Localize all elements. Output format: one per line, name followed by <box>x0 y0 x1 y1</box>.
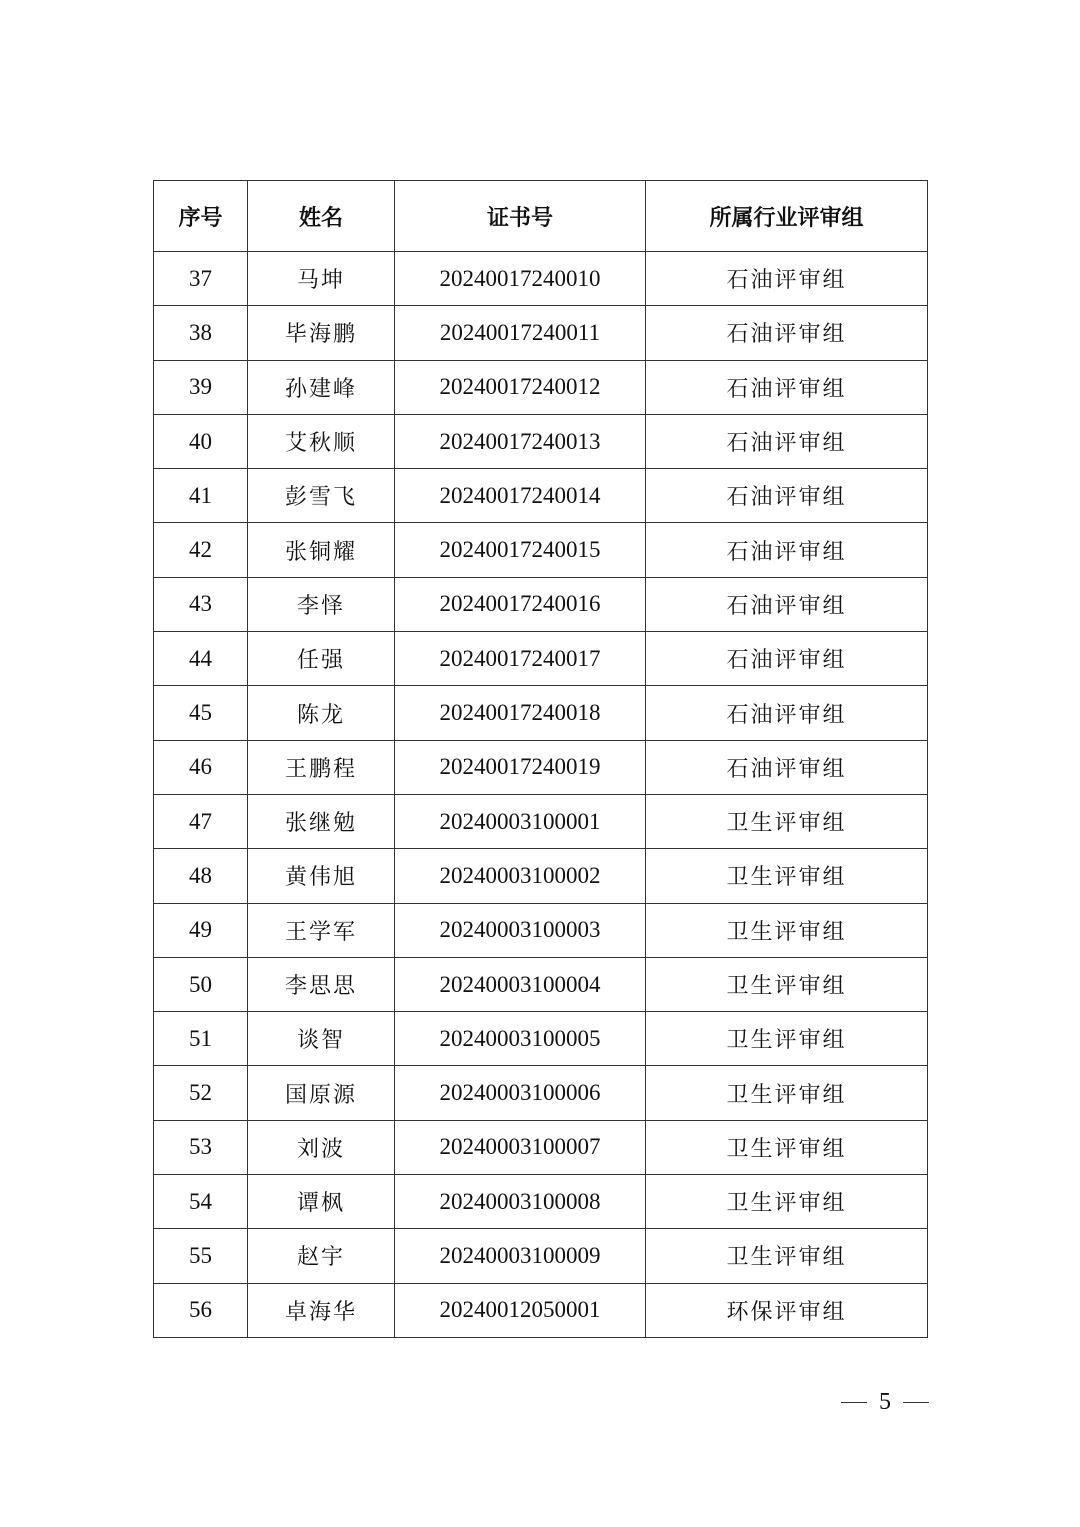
cell-name: 马坤 <box>248 252 395 306</box>
table-row <box>154 1066 928 1120</box>
cell-name: 李思思 <box>248 957 395 1011</box>
table-body <box>154 252 928 1338</box>
certificate-table <box>153 180 928 1338</box>
cell-seq: 49 <box>154 903 248 957</box>
cell-name: 刘波 <box>248 1120 395 1174</box>
cell-cert: 20240003100001 <box>395 794 646 848</box>
cell-seq: 37 <box>154 252 248 306</box>
cell-cert: 20240017240014 <box>395 469 646 523</box>
table-header-row <box>154 181 928 252</box>
cell-cert: 20240003100008 <box>395 1175 646 1229</box>
cell-cert: 20240012050001 <box>395 1283 646 1337</box>
cell-group: 石油评审组 <box>646 577 928 631</box>
cell-cert: 20240003100002 <box>395 849 646 903</box>
cell-cert: 20240003100004 <box>395 957 646 1011</box>
table-row <box>154 414 928 468</box>
header-seq: 序号 <box>154 181 248 252</box>
cell-group: 卫生评审组 <box>646 849 928 903</box>
cell-group: 石油评审组 <box>646 306 928 360</box>
cell-cert: 20240017240019 <box>395 740 646 794</box>
cell-seq: 54 <box>154 1175 248 1229</box>
table-row <box>154 523 928 577</box>
cell-name: 王学军 <box>248 903 395 957</box>
table-row <box>154 686 928 740</box>
cell-name: 张铜耀 <box>248 523 395 577</box>
cell-name: 艾秋顺 <box>248 414 395 468</box>
header-group: 所属行业评审组 <box>646 181 928 252</box>
cell-name: 王鹏程 <box>248 740 395 794</box>
table-row <box>154 957 928 1011</box>
cell-cert: 20240003100005 <box>395 1012 646 1066</box>
table-row <box>154 1120 928 1174</box>
cell-seq: 43 <box>154 577 248 631</box>
cell-cert: 20240017240015 <box>395 523 646 577</box>
footer-dash-right <box>903 1402 929 1403</box>
cell-name: 国原源 <box>248 1066 395 1120</box>
table-row <box>154 306 928 360</box>
cell-cert: 20240017240012 <box>395 360 646 414</box>
header-name: 姓名 <box>248 181 395 252</box>
table-row <box>154 1283 928 1337</box>
cell-group: 卫生评审组 <box>646 1066 928 1120</box>
cell-name: 赵宇 <box>248 1229 395 1283</box>
cell-cert: 20240017240016 <box>395 577 646 631</box>
cell-group: 卫生评审组 <box>646 957 928 1011</box>
cell-seq: 45 <box>154 686 248 740</box>
table-row <box>154 849 928 903</box>
page-number: 5 <box>879 1388 891 1415</box>
cell-seq: 41 <box>154 469 248 523</box>
cell-group: 石油评审组 <box>646 740 928 794</box>
cell-seq: 47 <box>154 794 248 848</box>
cell-name: 李怿 <box>248 577 395 631</box>
cell-name: 毕海鹏 <box>248 306 395 360</box>
cell-seq: 52 <box>154 1066 248 1120</box>
table-row <box>154 1012 928 1066</box>
cell-seq: 55 <box>154 1229 248 1283</box>
table-row <box>154 903 928 957</box>
table-row <box>154 1175 928 1229</box>
cell-seq: 39 <box>154 360 248 414</box>
cell-group: 石油评审组 <box>646 523 928 577</box>
cell-name: 任强 <box>248 632 395 686</box>
cell-group: 卫生评审组 <box>646 1012 928 1066</box>
cell-cert: 20240003100009 <box>395 1229 646 1283</box>
cell-group: 石油评审组 <box>646 686 928 740</box>
cell-cert: 20240017240011 <box>395 306 646 360</box>
cell-cert: 20240017240017 <box>395 632 646 686</box>
cell-group: 环保评审组 <box>646 1283 928 1337</box>
cell-group: 石油评审组 <box>646 414 928 468</box>
header-cert: 证书号 <box>395 181 646 252</box>
cell-cert: 20240017240018 <box>395 686 646 740</box>
cell-seq: 51 <box>154 1012 248 1066</box>
cell-cert: 20240017240010 <box>395 252 646 306</box>
cell-name: 彭雪飞 <box>248 469 395 523</box>
page-footer <box>830 1386 940 1418</box>
cell-group: 卫生评审组 <box>646 903 928 957</box>
table-row <box>154 1229 928 1283</box>
cell-group: 石油评审组 <box>646 469 928 523</box>
cell-seq: 56 <box>154 1283 248 1337</box>
table-row <box>154 632 928 686</box>
cell-seq: 46 <box>154 740 248 794</box>
table-row <box>154 252 928 306</box>
cell-group: 石油评审组 <box>646 252 928 306</box>
cell-name: 谈智 <box>248 1012 395 1066</box>
cell-name: 陈龙 <box>248 686 395 740</box>
cell-seq: 40 <box>154 414 248 468</box>
cell-name: 孙建峰 <box>248 360 395 414</box>
cell-group: 卫生评审组 <box>646 1175 928 1229</box>
table-row <box>154 794 928 848</box>
cell-name: 黄伟旭 <box>248 849 395 903</box>
cell-cert: 20240003100007 <box>395 1120 646 1174</box>
cell-name: 谭枫 <box>248 1175 395 1229</box>
cell-name: 卓海华 <box>248 1283 395 1337</box>
table-row <box>154 360 928 414</box>
table-row <box>154 469 928 523</box>
cell-cert: 20240003100003 <box>395 903 646 957</box>
cell-seq: 53 <box>154 1120 248 1174</box>
cell-group: 卫生评审组 <box>646 794 928 848</box>
cell-seq: 42 <box>154 523 248 577</box>
cell-seq: 44 <box>154 632 248 686</box>
cell-cert: 20240003100006 <box>395 1066 646 1120</box>
cell-cert: 20240017240013 <box>395 414 646 468</box>
cell-group: 卫生评审组 <box>646 1229 928 1283</box>
cell-group: 石油评审组 <box>646 632 928 686</box>
cell-group: 卫生评审组 <box>646 1120 928 1174</box>
cell-seq: 50 <box>154 957 248 1011</box>
footer-dash-left <box>841 1402 867 1403</box>
cell-group: 石油评审组 <box>646 360 928 414</box>
cell-seq: 38 <box>154 306 248 360</box>
table-row <box>154 577 928 631</box>
cell-seq: 48 <box>154 849 248 903</box>
cell-name: 张继勉 <box>248 794 395 848</box>
table-row <box>154 740 928 794</box>
